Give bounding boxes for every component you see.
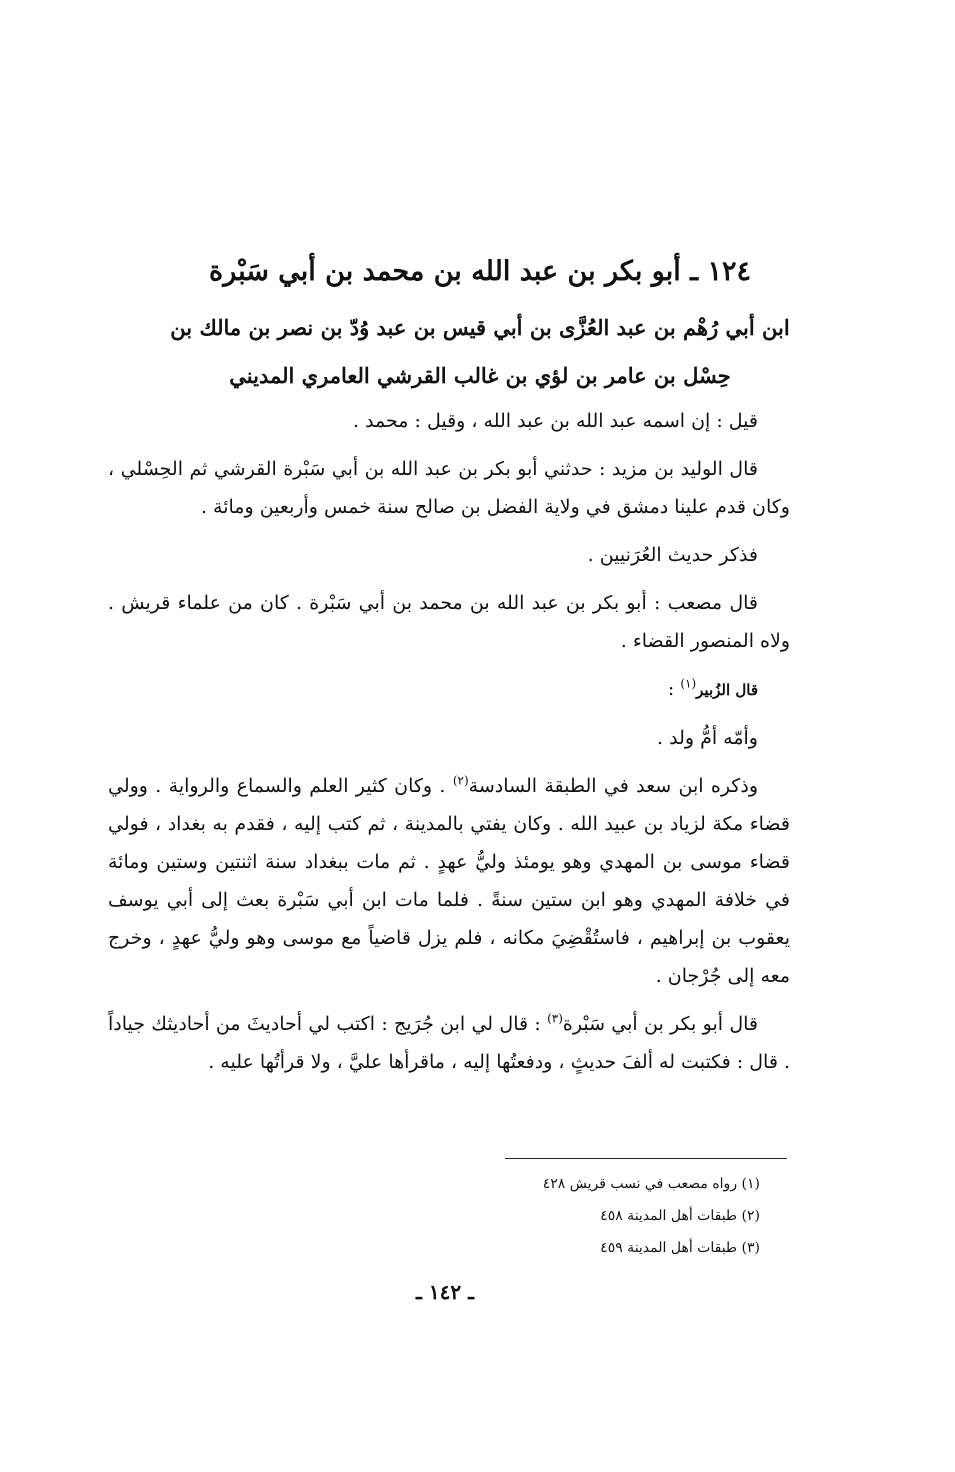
ibn-saad-rest: . وكان كثير العلم والسماع والرواية . وولي قضاء مكة لزياد بن عبيد الله . وكان يفتي بالمدينة ، ثم كتب إليه ، فقدم به بغداد ، فولي قضاء موسى بن المهدي وهو يومئذ وليُّ عهدٍ . ثم مات ببغداد سنة اثنتين وستين ومائة في خلافة المهدي وهو ابن ستين سنةً . فلما مات ابن أبي سَبْرة بعث إلى أبي يوسف يعقوب بن إبراهيم ، فاستُقْضِيَ مكانه ، فلم يزل قاضياً مع موسى وهو وليُّ عهدٍ ، وخرج معه إلى جُرْجان . (108, 775, 790, 987)
footnote-ref-2: (٢) (452, 773, 469, 788)
footnote-ref-3: (٣) (547, 1011, 563, 1026)
page-number: ـ ١٤٢ ـ (416, 1280, 474, 1304)
footnotes (340, 1168, 760, 1264)
footnote-ref-1: (١) (680, 676, 697, 691)
body-text (108, 402, 790, 1091)
footnote-1: (١) رواه مصعب في نسب قريش ٤٢٨ (542, 1176, 760, 1192)
paragraph-zubair (108, 670, 790, 709)
footnote-divider (505, 1158, 787, 1159)
zubair-label: قال الزُبير (696, 681, 758, 699)
paragraph-walid: قال الوليد بن مزيد : حدثني أبو بكر بن عبد الله بن أبي سَبْرة القرشي ثم الحِسْلي ، وكان قدم علينا دمشق في ولاية الفضل بن صالح سنة خمس وأربعين ومائة . (108, 458, 790, 518)
footnote-3: (٣) طبقات أهل المدينة ٤٥٩ (600, 1240, 760, 1256)
ibn-juraij-start: قال أبو بكر بن أبي سَبْرة (562, 1013, 758, 1035)
paragraph-ibn-juraij (108, 1005, 790, 1081)
entry-title: ١٢٤ ـ أبو بكر بن عبد الله بن محمد بن أبي سَبْرة (209, 256, 751, 287)
lineage-line-2: حِسْل بن عامر بن لؤي بن غالب القرشي العامري المديني (229, 363, 731, 388)
ibn-juraij-rest: : قال لي ابن جُرَيج : اكتب لي أحاديثَ من أحاديثك جياداً . قال : فكتبت له ألفَ حديثٍ ، ودفعتُها إليه ، ماقرأها عليَّ ، ولا قرأتُها عليه . (108, 1013, 790, 1073)
entry-lineage (100, 304, 860, 400)
paragraph-mother: وأمّه أمُّ ولد . (657, 727, 758, 749)
paragraph-name-note: قيل : إن اسمه عبد الله بن عبد الله ، وقيل : محمد . (352, 410, 758, 432)
paragraph-hadith: فذكر حديث العُرَنيين . (587, 544, 758, 566)
ibn-saad-start: وذكره ابن سعد في الطبقة السادسة (468, 775, 758, 797)
zubair-colon: : (667, 678, 681, 700)
paragraph-musab: قال مصعب : أبو بكر بن عبد الله بن محمد بن أبي سَبْرة . كان من علماء قريش . ولاه المنصور القضاء . (108, 592, 790, 652)
footnote-2: (٢) طبقات أهل المدينة ٤٥٨ (600, 1208, 760, 1224)
lineage-line-1: ابن أبي رُهْم بن عبد العُزَّى بن أبي قيس بن عبد وُدّ بن نصر بن مالك بن (170, 315, 790, 340)
paragraph-ibn-saad (108, 767, 790, 995)
